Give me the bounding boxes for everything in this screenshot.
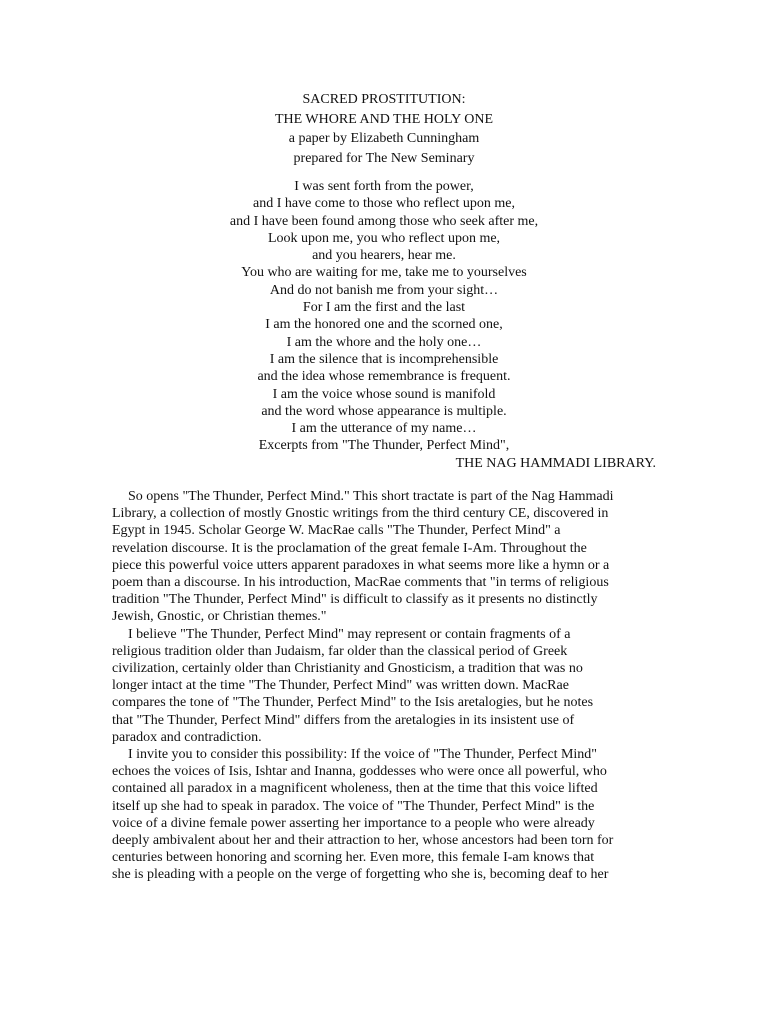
epigraph-line: You who are waiting for me, take me to yourselves [241, 265, 527, 281]
text-line: poem than a discourse. In his introduction, MacRae comments that "in terms of religious [112, 575, 609, 591]
text-line: revelation discourse. It is the proclamation of the great female I-Am. Throughout the [112, 540, 587, 556]
document-title-block [0, 90, 768, 168]
epigraph-line: Look upon me, you who reflect upon me, [267, 230, 501, 246]
text-line: So opens "The Thunder, Perfect Mind." This short tractate is part of the Nag Hammadi [128, 489, 614, 504]
text-line: she is pleading with a people on the verge of forgetting who she is, becoming deaf to her [112, 867, 609, 883]
text-line: compares the tone of "The Thunder, Perfect Mind" to the Isis aretalogies, but he notes [112, 695, 594, 711]
paragraph-2 [112, 626, 656, 746]
text-line: Egypt in 1945. Scholar George W. MacRae calls "The Thunder, Perfect Mind" a [112, 523, 561, 539]
text-line: I invite you to consider this possibility: If the voice of "The Thunder, Perfect Mind" [128, 747, 598, 763]
text-line: contained all paradox in a magnificent wholeness, then at the time that this voice lifted [112, 781, 598, 797]
text-line: Library, a collection of mostly Gnostic writings from the third century CE, discovered in [112, 506, 609, 522]
text-line: that "The Thunder, Perfect Mind" differs from the aretalogies in its insistent use of [112, 712, 575, 728]
text-line: centuries between honoring and scorning her. Even more, this female I-am knows that [112, 850, 595, 866]
epigraph-line: I am the whore and the holy one… [286, 334, 482, 350]
text-line: civilization, certainly older than Christianity and Gnosticism, a tradition that was no [112, 661, 583, 677]
paragraph-3 [112, 746, 656, 884]
text-line: tradition "The Thunder, Perfect Mind" is difficult to classify as it presents no distinctly [112, 592, 598, 608]
epigraph-line: For I am the first and the last [302, 300, 466, 316]
epigraph-citation: Excerpts from "The Thunder, Perfect Mind", [258, 438, 510, 454]
epigraph-line: I am the honored one and the scorned one, [265, 317, 503, 333]
epigraph-line: I am the silence that is incomprehensible [269, 351, 499, 367]
author-line: a paper by Elizabeth Cunningham [288, 131, 480, 146]
epigraph-line: I am the voice whose sound is manifold [272, 386, 496, 402]
epigraph-line: and I have come to those who reflect upon me, [252, 196, 516, 212]
text-line: voice of a divine female power asserting her importance to a people who were already [112, 815, 595, 831]
epigraph-source: THE NAG HAMMADI LIBRARY. [455, 456, 656, 471]
epigraph-line: I am the utterance of my name… [291, 421, 477, 437]
text-line: religious tradition older than Judaism, far older than the classical period of Greek [112, 643, 568, 659]
title-line-1: SACRED PROSTITUTION: [302, 92, 466, 107]
epigraph-line: and I have been found among those who seek after me, [229, 213, 539, 229]
text-line: longer intact at the time "The Thunder, Perfect Mind" was written down. MacRae [112, 678, 569, 694]
epigraph-line: I was sent forth from the power, [294, 179, 474, 194]
text-line: itself up she had to speak in paradox. The voice of "The Thunder, Perfect Mind" is the [112, 798, 595, 814]
text-line: deeply ambivalent about her and their attraction to her, whose ancestors had been torn for [112, 833, 614, 849]
text-line: echoes the voices of Isis, Ishtar and Inanna, goddesses who were once all powerful, who [112, 764, 607, 780]
text-line: piece this powerful voice utters apparent paradoxes in what seems more like a hymn or a [112, 557, 610, 573]
epigraph-line: and the word whose appearance is multiple. [261, 403, 507, 419]
text-line: I believe "The Thunder, Perfect Mind" may represent or contain fragments of a [128, 626, 571, 642]
text-line: Jewish, Gnostic, or Christian themes." [112, 609, 327, 625]
prepared-for-line: prepared for The New Seminary [293, 150, 475, 166]
paragraph-1 [112, 488, 656, 626]
epigraph-line: and the idea whose remembrance is frequent. [257, 369, 511, 385]
body-text [112, 488, 656, 884]
epigraph-line: And do not banish me from your sight… [269, 282, 499, 298]
epigraph-poem [0, 178, 768, 455]
epigraph-line: and you hearers, hear me. [312, 248, 456, 264]
text-line: paradox and contradiction. [112, 729, 262, 745]
title-line-2: THE WHORE AND THE HOLY ONE [274, 111, 494, 127]
